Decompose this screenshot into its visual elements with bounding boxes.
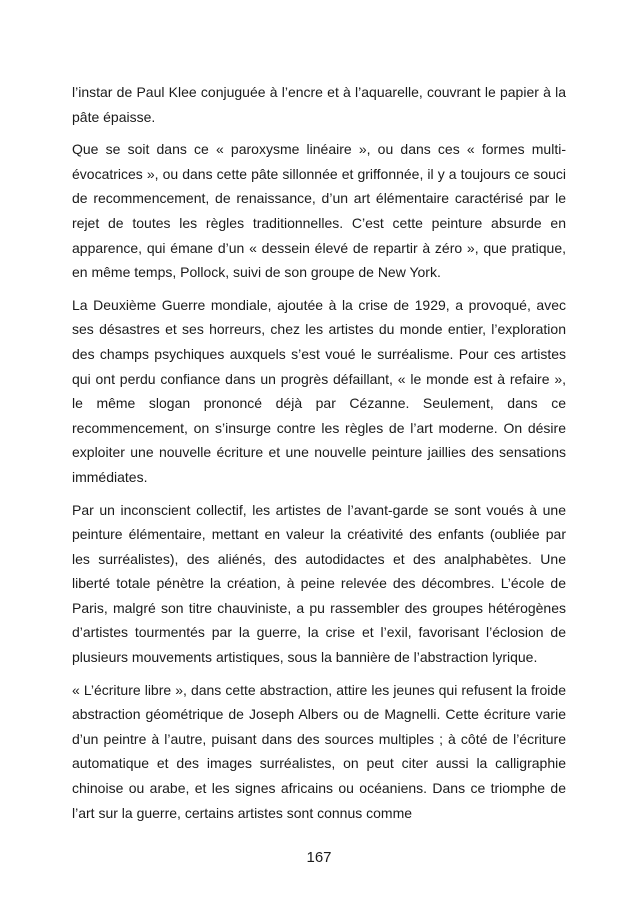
paragraph-2: Que se soit dans ce « paroxysme linéaire », ou dans ces « formes multi-évocatrices », ou dans cette pâte sillonnée et griffonnée, il y a toujours ce souci de recommencement, de renaissance, d’un art élémentaire caractérisé par le rejet de toutes les règles traditionnelles. C’est cette peinture absurde en apparence, qui émane d’un « dessein élevé de repartir à zéro », que pratique, en même temps, Pollock, suivi de son groupe de New York. xyxy=(72,141,566,281)
page-number: 167 xyxy=(306,849,332,866)
paragraph-5: « L’écriture libre », dans cette abstraction, attire les jeunes qui refusent la froide abstraction géométrique de Joseph Albers ou de Magnelli. Cette écriture varie d’un peintre à l’autre, puisant dans des sources multiples ; à côté de l’écriture automatique et des images surréalistes, on peut citer aussi la calligraphie chinoise ou arabe, et les signes africains ou océaniens. Dans ce triomphe de l’art sur la guerre, certains artistes sont connus comme xyxy=(72,681,566,821)
body-text xyxy=(72,80,566,833)
paragraph-4: Par un inconscient collectif, les artistes de l’avant-garde se sont voués à une peinture élémentaire, mettant en valeur la créativité des enfants (oubliée par les surréalistes), des aliénés, des autodidactes et des analphabètes. Une liberté totale pénètre la création, à peine relevée des décombres. L’école de Paris, malgré son titre chauviniste, a pu rassembler des groupes hétérogènes d’artistes tourmentés par la guerre, la crise et l’exil, favorisant l’éclosion de plusieurs mouvements artistiques, sous la bannière de l’abstraction lyrique. xyxy=(72,501,566,666)
paragraph-1: l’instar de Paul Klee conjuguée à l’encre et à l’aquarelle, couvrant le papier à la pâte épaisse. xyxy=(72,84,566,125)
paragraph-3: La Deuxième Guerre mondiale, ajoutée à la crise de 1929, a provoqué, avec ses désastres et ses horreurs, chez les artistes du monde entier, l’exploration des champs psychiques auxquels s’est voué le surréalisme. Pour ces artistes qui ont perdu confiance dans un progrès défaillant, « le monde est à refaire », le même slogan prononcé déjà par Cézanne. Seulement, dans ce recommencement, on s’insurge contre les règles de l’art moderne. On désire exploiter une nouvelle écriture et une nouvelle peinture jaillies des sensations immédiates. xyxy=(72,296,566,485)
